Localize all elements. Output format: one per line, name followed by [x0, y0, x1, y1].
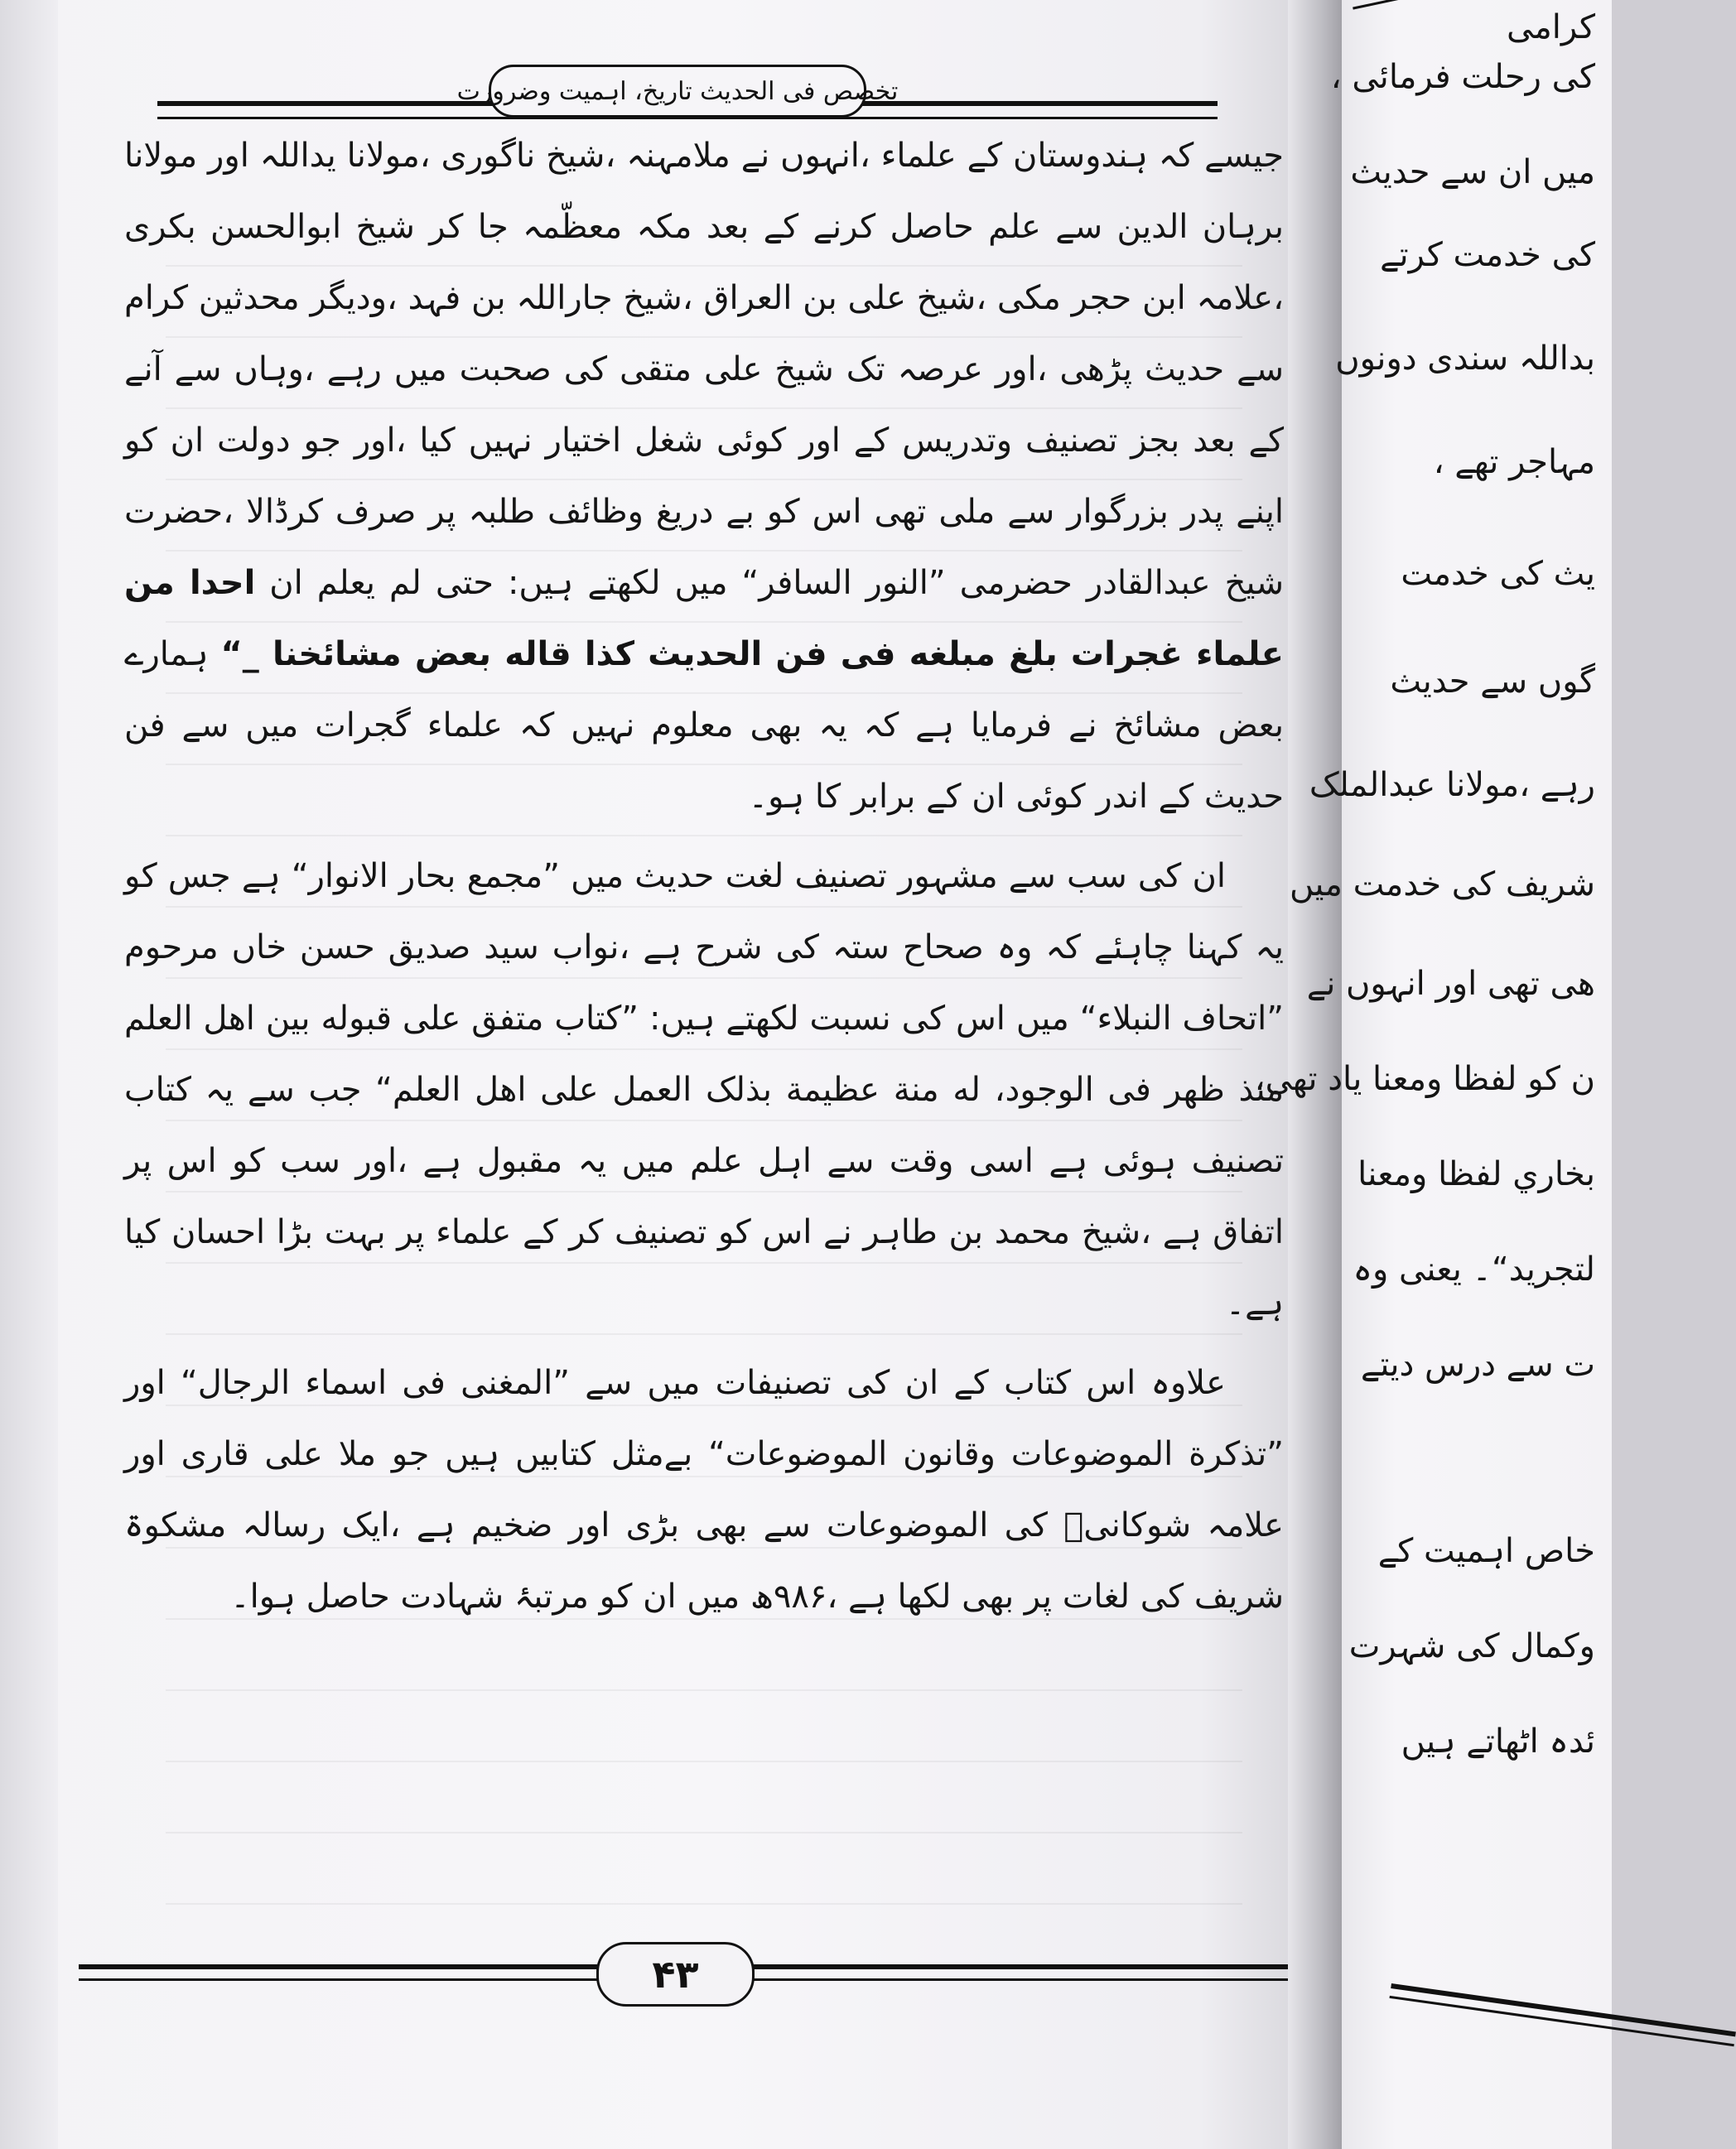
- text-line: علاوہ اس کتاب کے ان کی تصنیفات میں سے ”المغنی فی اسماء الرجال“: [181, 1364, 1226, 1402]
- text-line: اندر کوئی ان کے برابر کا ہو۔: [748, 778, 1148, 816]
- facing-line: رہے ،مولانا عبدالملک: [1309, 766, 1595, 804]
- text-line: نہیں کیا ،اور جو دولت ان کو اپنے پدر بزرگوار سے ملی تھی اس کو بے دریغ وظائف طلبہ پر صرف: [124, 422, 1284, 531]
- paragraph-3: [124, 1347, 1284, 1632]
- facing-line: ئدہ اٹھاتے ہیں: [1401, 1723, 1595, 1761]
- text-line: ہوئی ہے اسی وقت سے اہل علم میں یہ مقبول ہے ،اور سب کو اس پر اتفاق ہے ،شیخ محمد بن طاہر: [124, 1142, 1285, 1251]
- facing-line: خاص اہمیت کے: [1377, 1532, 1595, 1570]
- running-title: تخصص فی الحدیث تاریخ، اہمیت وضرورت: [456, 76, 899, 106]
- body-text: [124, 120, 1284, 1632]
- facing-line: میں ان سے حدیث: [1350, 153, 1595, 191]
- text-line: الدین سے علم حاصل کرنے کے بعد مکہ معظّمہ جا کر شیخ ابوالحسن بکری ،علامہ ابن حجر مکی ،شیخ علی: [124, 208, 1285, 317]
- text-line: اور علامہ شوکانیؒ کی الموضوعات سے بھی بڑی اور ضخیم ہے ،ایک رسالہ مشکوۃ شریف کی: [124, 1435, 1284, 1616]
- text-line: فی الوجود، له منة عظیمة بذلک العمل علی اهل العلم“ جب سے یہ کتاب تصنیف: [124, 1071, 1285, 1180]
- facing-line: مہاجر تھے ،: [1433, 443, 1595, 481]
- facing-line: ھی تھی اور انہوں نے: [1306, 965, 1595, 1003]
- facing-line: گوں سے حدیث: [1390, 663, 1595, 701]
- facing-line: بداللہ سندی دونوں: [1335, 340, 1595, 378]
- text-line: کی صحبت میں رہے ،وہاں سے آنے کے بعد بجز تصنیف وتدریس کے اور کوئی شغل اختیار: [124, 350, 1285, 460]
- facing-line: کی خدمت کرتے: [1380, 236, 1595, 274]
- paragraph-1: [124, 120, 1284, 832]
- facing-line: ن کو لفظا ومعنا یاد تھی،: [1254, 1060, 1595, 1098]
- text-line: ان کی سب سے مشہور تصنیف لغت حدیث میں ”مجمع بحار الانوار“ ہے: [241, 857, 1226, 895]
- facing-line: کرامی: [1507, 8, 1595, 46]
- text-line: بن العراق ،شیخ جاراللہ بن فہد ،ودیگر محدثین کرام سے حدیث پڑھی ،اور عرصہ تک شیخ علی متقی: [124, 279, 1285, 388]
- text-line: کرڈالا ،حضرت شیخ عبدالقادر حضرمی ”النور السافر“ میں لکھتے ہیں: حتی لم یعلم ان: [124, 493, 1284, 602]
- facing-line: لتجرید“۔ یعنی وہ: [1353, 1250, 1595, 1289]
- page-edge-shadow: [0, 0, 58, 2149]
- running-header: [456, 65, 899, 118]
- text-line: لغات پر بھی لکھا ہے ،۹۸۶ھ میں ان کو مرتبۂ شہادت حاصل ہوا۔: [230, 1578, 1131, 1616]
- text-line: النبلاء“ میں اس کی نسبت لکھتے ہیں: ”کتاب متفق علی قبوله بین اهل العلم منذ ظهر: [124, 1000, 1284, 1109]
- facing-line: بخاري لفظا ومعنا: [1357, 1155, 1595, 1193]
- page-number: ۴۳: [652, 1952, 699, 1997]
- facing-line: یث کی خدمت: [1401, 555, 1595, 593]
- text-line: ہمارے بعض مشائخ نے فرمایا ہے کہ یہ بھی معلوم نہیں کہ علماء گجرات میں سے فن حدیث کے: [124, 635, 1284, 816]
- facing-line: ت سے درس دیتے: [1360, 1346, 1595, 1384]
- facing-page: [1254, 0, 1612, 2149]
- paragraph-2: [124, 841, 1284, 1339]
- text-line: اور ”تذکرة الموضوعات وقانون الموضوعات“ بےمثل کتابیں ہیں جو ملا علی قاری: [124, 1364, 1284, 1473]
- facing-line: شریف کی خدمت میں: [1289, 865, 1595, 903]
- text-line: جس کو یہ کہنا چاہئے کہ وہ صحاح ستہ کی شرح ہے ،نواب سید صدیق حسن خاں مرحوم ”اتحاف: [124, 857, 1284, 1038]
- text-line: نے اس کو تصنیف کر کے علماء پر بہت بڑا احسان کیا ہے۔: [124, 1213, 1284, 1323]
- facing-line: کی رحلت فرمائی ،: [1330, 58, 1595, 96]
- facing-footer-rule: [1389, 1983, 1735, 2046]
- arabic-quote: احدا من علماء غجرات بلغ مبلغه فی فن الحدیث کذا قاله بعض مشائخنا _“: [124, 564, 1284, 673]
- text-line: جیسے کہ ہندوستان کے علماء ،انہوں نے ملامہنہ ،شیخ ناگوری ،مولانا یداللہ اور مولانا برہان: [124, 137, 1284, 246]
- facing-line: وکمال کی شہرت: [1348, 1627, 1595, 1665]
- page-number-badge: [596, 1942, 755, 2007]
